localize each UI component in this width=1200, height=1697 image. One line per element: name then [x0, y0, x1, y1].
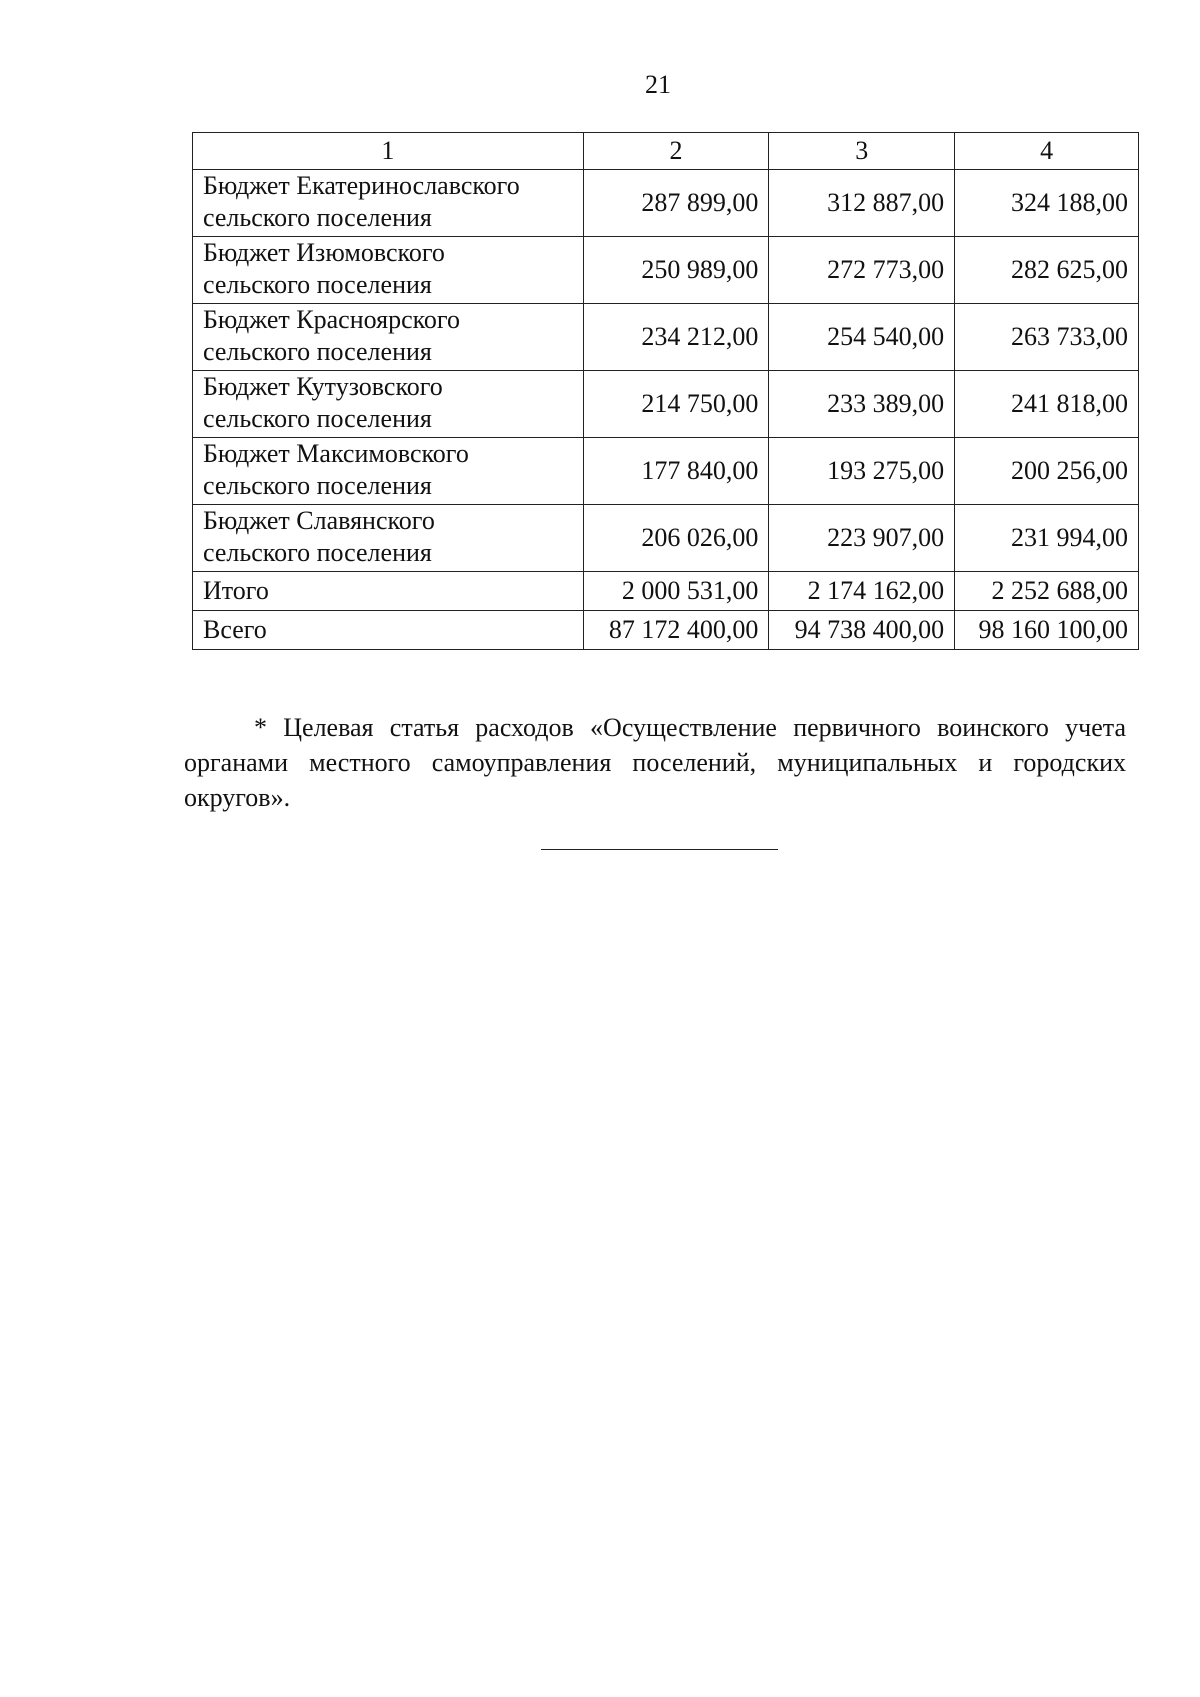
- budget-name-line: сельского поселения: [203, 270, 432, 299]
- value-cell: 223 907,00: [769, 505, 955, 572]
- budget-name-line: Бюджет Изюмовского: [203, 238, 445, 267]
- value-cell: 193 275,00: [769, 438, 955, 505]
- budget-name-cell: [193, 304, 584, 371]
- budget-name-line: Бюджет Красноярского: [203, 305, 460, 334]
- table-row: [193, 371, 1139, 438]
- value-cell: 200 256,00: [955, 438, 1139, 505]
- value-cell: 2 174 162,00: [769, 572, 955, 611]
- value-cell: 263 733,00: [955, 304, 1139, 371]
- table-row: [193, 170, 1139, 237]
- value-cell: 214 750,00: [583, 371, 769, 438]
- budget-name-line: сельского поселения: [203, 471, 432, 500]
- table-row: [193, 237, 1139, 304]
- budget-name-line: Бюджет Кутузовского: [203, 372, 443, 401]
- table-row: [193, 505, 1139, 572]
- value-cell: 282 625,00: [955, 237, 1139, 304]
- value-cell: 2 252 688,00: [955, 572, 1139, 611]
- value-cell: 234 212,00: [583, 304, 769, 371]
- value-cell: 312 887,00: [769, 170, 955, 237]
- budget-name-line: сельского поселения: [203, 203, 432, 232]
- value-cell: 287 899,00: [583, 170, 769, 237]
- budget-name-cell: [193, 237, 584, 304]
- subtotal-row: [193, 572, 1139, 611]
- table-row: [193, 438, 1139, 505]
- column-header: 2: [583, 133, 769, 170]
- value-cell: 324 188,00: [955, 170, 1139, 237]
- total-label-cell: Всего: [193, 611, 584, 650]
- value-cell: 254 540,00: [769, 304, 955, 371]
- total-label-cell: Итого: [193, 572, 584, 611]
- budget-name-line: сельского поселения: [203, 538, 432, 567]
- budget-name-line: Бюджет Славянского: [203, 506, 435, 535]
- value-cell: 98 160 100,00: [955, 611, 1139, 650]
- column-header: 3: [769, 133, 955, 170]
- budget-name-line: Бюджет Екатеринославского: [203, 171, 520, 200]
- value-cell: 94 738 400,00: [769, 611, 955, 650]
- column-header: 1: [193, 133, 584, 170]
- value-cell: 241 818,00: [955, 371, 1139, 438]
- budget-name-cell: [193, 170, 584, 237]
- budget-table: [192, 132, 1139, 650]
- page-number: 21: [645, 70, 671, 99]
- footnote: * Целевая статья расходов «Осуществление первичного воинского учета органами местного самоуправления поселений, муниципальных и городских округов».: [184, 713, 1126, 812]
- value-cell: 206 026,00: [583, 505, 769, 572]
- closing-rule: [541, 849, 778, 850]
- budget-name-cell: [193, 505, 584, 572]
- table-row: [193, 304, 1139, 371]
- value-cell: 177 840,00: [583, 438, 769, 505]
- budget-name-cell: [193, 371, 584, 438]
- value-cell: 233 389,00: [769, 371, 955, 438]
- budget-name-line: сельского поселения: [203, 337, 432, 366]
- budget-name-cell: [193, 438, 584, 505]
- grand-total-row: [193, 611, 1139, 650]
- column-header: 4: [955, 133, 1139, 170]
- budget-name-line: Бюджет Максимовского: [203, 439, 469, 468]
- value-cell: 87 172 400,00: [583, 611, 769, 650]
- value-cell: 250 989,00: [583, 237, 769, 304]
- value-cell: 2 000 531,00: [583, 572, 769, 611]
- table-header-row: [193, 133, 1139, 170]
- budget-name-line: сельского поселения: [203, 404, 432, 433]
- value-cell: 272 773,00: [769, 237, 955, 304]
- value-cell: 231 994,00: [955, 505, 1139, 572]
